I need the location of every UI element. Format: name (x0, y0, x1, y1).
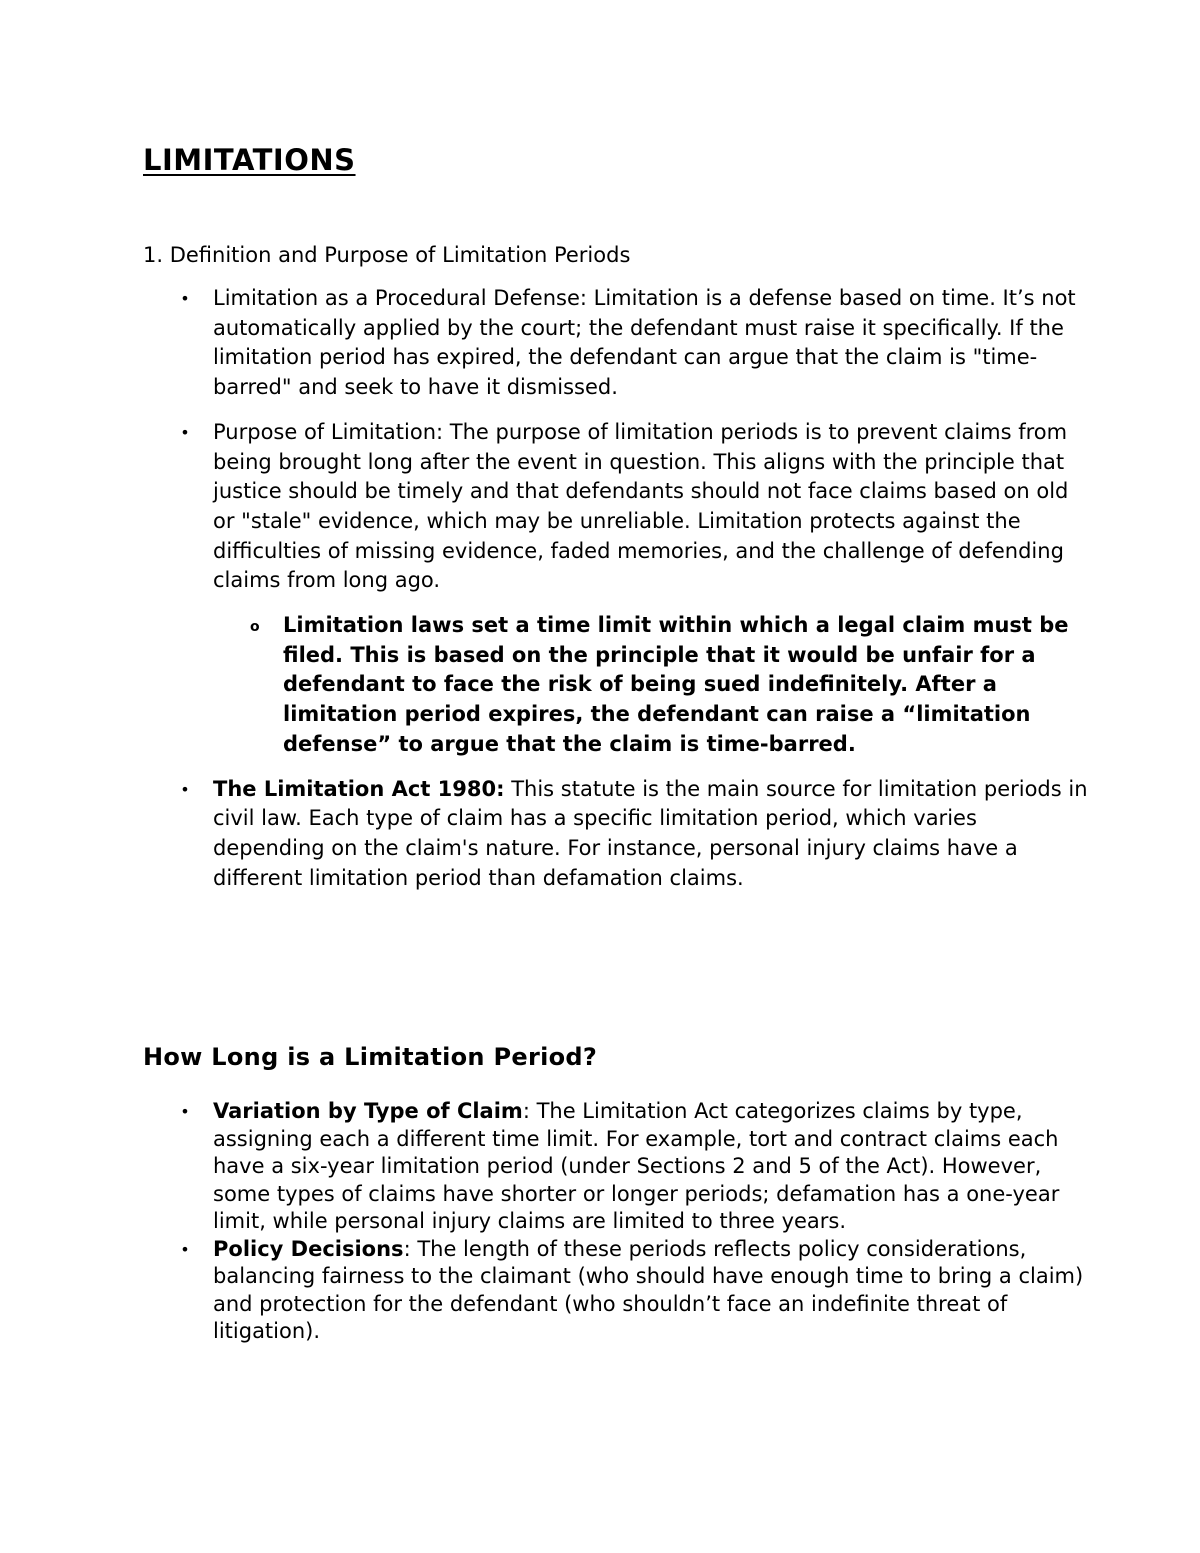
section-heading-definition: 1. Definition and Purpose of Limitation Periods (143, 243, 631, 267)
section-heading-limitation-length: How Long is a Limitation Period? (143, 1043, 598, 1071)
bullet-icon: • (180, 1102, 190, 1121)
bullet-icon: • (180, 779, 190, 799)
sub-list-item (250, 611, 1093, 760)
circle-bullet-icon: o (250, 619, 260, 636)
document-title: LIMITATIONS (143, 143, 356, 177)
bullet-icon: • (180, 1239, 190, 1259)
list-item (180, 418, 1093, 760)
list-item (180, 1098, 1093, 1236)
limitation-length-bullet-list (180, 1098, 1093, 1346)
definition-bullet-list (180, 284, 1093, 908)
bullet-icon: • (180, 422, 190, 442)
list-item (180, 775, 1093, 894)
item-text: : The Limitation Act categorizes claims by type, assigning each a different time limit. For example, tort and contract claims each have a six-year limitation period (under Sections 2 and 5 of the Act). However, some types of claims have shorter or longer periods; defamation has a one-year limit, while personal injury claims are limited to three years. (213, 1099, 1060, 1233)
item-text: Purpose of Limitation: The purpose of limitation periods is to prevent claims from being brought long after the event in question. This aligns with the principle that justice should be timely and that defendants should not face claims based on old or "stale" evidence, which may be unreliable. Limitation protects against the difficulties of missing evidence, faded memories, and the challenge of defending claims from long ago. (213, 419, 1069, 593)
list-item (180, 284, 1093, 403)
list-item (180, 1236, 1093, 1346)
bullet-icon: • (180, 289, 190, 308)
sub-item-text: Limitation laws set a time limit within which a legal claim must be filed. This is based on the principle that it would be unfair for a defendant to face the risk of being sued indefinitely. After a limitation period expires, the defendant can raise a “limitation defense” to argue that the claim is time-barred. (283, 613, 1069, 756)
item-text: This statute is the main source for limitation periods in civil law. Each type of claim has a specific limitation period, which varies depending on the claim's nature. For instance, personal injury claims have a different limitation period than defamation claims. (213, 776, 1088, 890)
item-text: Limitation as a Procedural Defense: Limitation is a defense based on time. It’s not automatically applied by the court; the defendant must raise it specifically. If the limitation period has expired, the defendant can argue that the claim is "time-barred" and seek to have it dismissed. (213, 286, 1076, 400)
item-lead: The Limitation Act 1980: (213, 776, 505, 801)
sub-bullet-list (250, 611, 1093, 760)
item-text: : The length of these periods reflects policy considerations, balancing fairness to the claimant (who should have enough time to bring a claim) and protection for the defendant (who shouldn’t face an indefinite threat of litigation). (213, 1236, 1084, 1343)
item-lead: Policy Decisions (213, 1236, 404, 1261)
item-lead: Variation by Type of Claim (213, 1099, 523, 1123)
